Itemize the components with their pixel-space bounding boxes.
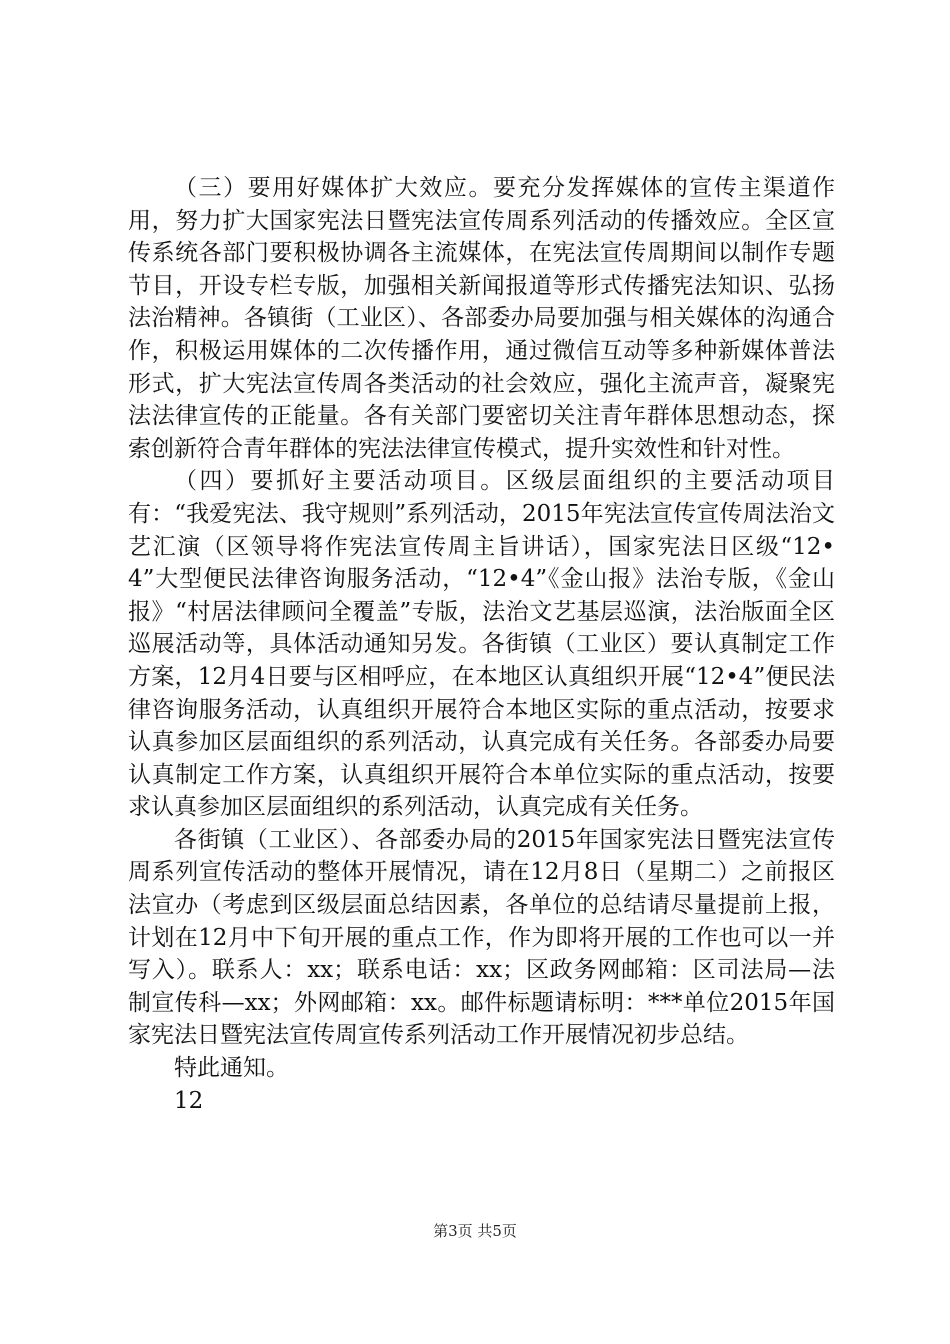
paragraph-main-activities: （四）要抓好主要活动项目。区级层面组织的主要活动项目有：“我爱宪法、我守规则”系列活动，2015年宪法宣传宣传周法治文艺汇演（区领导将作宪法宣传周主旨讲话），国家宪法日区级“12•4”大型便民法律咨询服务活动，“12•4”《金山报》法治专版，《金山报》“村居法律顾问全覆盖”专版，法治文艺基层巡演，法治版面全区巡展活动等，具体活动通知另发。各街镇（工业区）要认真制定工作方案，12月4日要与区相呼应，在本地区认真组织开展“12•4”便民法律咨询服务活动，认真组织开展符合本地区实际的重点活动，按要求认真参加区层面组织的系列活动，认真完成有关任务。各部委办局要认真制定工作方案，认真组织开展符合本单位实际的重点活动，按要求认真参加区层面组织的系列活动，认真完成有关任务。 — [128, 468, 835, 821]
document-body — [128, 172, 835, 1117]
paragraph-media-effect: （三）要用好媒体扩大效应。要充分发挥媒体的宣传主渠道作用，努力扩大国家宪法日暨宪法宣传周系列活动的传播效应。全区宣传系统各部门要积极协调各主流媒体，在宪法宣传周期间以制作专题节目，开设专栏专版，加强相关新闻报道等形式传播宪法知识、弘扬法治精神。各镇街（工业区）、各部委办局要加强与相关媒体的沟通合作，积极运用媒体的二次传播作用，通过微信互动等多种新媒体普法形式，扩大宪法宣传周各类活动的社会效应，强化主流声音，凝聚宪法法律宣传的正能量。各有关部门要密切关注青年群体思想动态，探索创新符合青年群体的宪法法律宣传模式，提升实效性和针对性。 — [128, 175, 835, 462]
trailing-number: 12 — [174, 1087, 204, 1114]
paragraph-reporting: 各街镇（工业区）、各部委办局的2015年国家宪法日暨宪法宣传周系列宣传活动的整体开展情况，请在12月8日（星期二）之前报区法宣办（考虑到区级层面总结因素，各单位的总结请尽量提前上报，计划在12月中下旬开展的重点工作，作为即将开展的工作也可以一并写入）。联系人：xx；联系电话：xx；区政务网邮箱：区司法局—法制宣传科—xx；外网邮箱：xx。邮件标题请标明：***单位2015年国家宪法日暨宪法宣传周宣传系列活动工作开展情况初步总结。 — [128, 826, 835, 1049]
page-number-footer: 第3页 共5页 — [433, 1222, 517, 1240]
closing-notice: 特此通知。 — [174, 1055, 289, 1082]
